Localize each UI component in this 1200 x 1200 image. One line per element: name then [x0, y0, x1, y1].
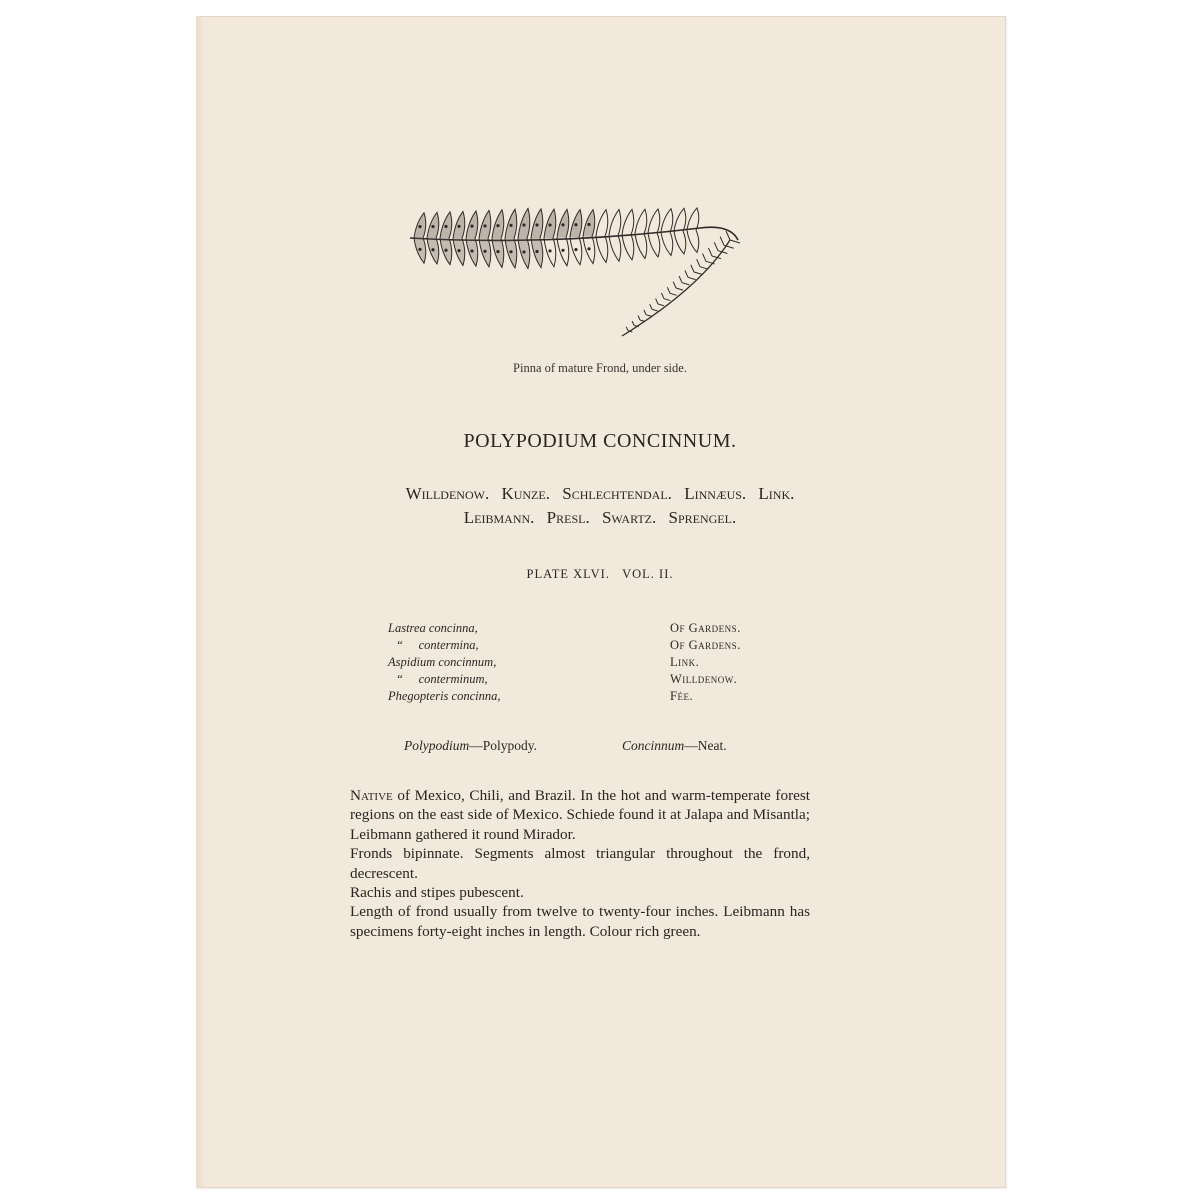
synonym-authority: Willdenow.: [670, 672, 738, 686]
paragraph-native: [350, 786, 810, 844]
genus-etymology: [404, 738, 537, 754]
species-etymology: [622, 738, 727, 754]
description-text: [350, 786, 810, 941]
authority: Kunze.: [501, 484, 550, 503]
synonym-authority: Link.: [670, 655, 700, 669]
synonym-name: “ contermina,: [396, 638, 479, 652]
synonyms-list: [388, 620, 788, 705]
page-title: POLYPODIUM CONCINNUM.: [463, 430, 737, 452]
genus-meaning: —Polypody.: [469, 738, 538, 753]
paragraph-text: of Mexico, Chili, and Brazil. In the hot and warm-temperate forest regions on the east side of Mexico. Schiede found it at Jalapa and Misantla; Leibmann gathered it round Mirador.: [350, 787, 810, 843]
figure-caption: Pinna of mature Frond, under side.: [513, 361, 687, 375]
authority: Sprengel.: [668, 508, 737, 527]
authorities-list: [0, 482, 1200, 530]
synonym-authority: Fée.: [670, 689, 694, 703]
paragraph-fronds: Fronds bipinnate. Segments almost triangular throughout the frond, decrescent.: [350, 845, 810, 882]
authority: Presl.: [546, 508, 590, 527]
synonym-authority: Of Gardens.: [670, 638, 741, 652]
synonym-name: Aspidium concinnum,: [388, 655, 497, 669]
paragraph-length: Length of frond usually from twelve to twenty-four inches. Leibmann has specimens forty-eight inches in length. Colour rich green.: [350, 903, 810, 940]
synonym-row: [388, 637, 788, 654]
authority: Schlechtendal.: [562, 484, 672, 503]
synonym-row: [388, 671, 788, 688]
paragraph-lead: Native: [350, 787, 393, 804]
paragraph-rachis: Rachis and stipes pubescent.: [350, 884, 524, 902]
authority: Willdenow.: [405, 484, 490, 503]
plate-reference: PLATE XLVI. VOL. II.: [526, 567, 674, 581]
synonym-row: [388, 654, 788, 671]
authorities-line-2: [0, 506, 1200, 530]
synonym-name: Phegopteris concinna,: [388, 689, 501, 703]
authority: Swartz.: [601, 508, 657, 527]
authority: Leibmann.: [463, 508, 535, 527]
synonym-authority: Of Gardens.: [670, 621, 741, 635]
species-meaning: —Neat.: [684, 738, 727, 753]
authority: Linnæus.: [684, 484, 747, 503]
genus-term: Polypodium: [404, 738, 470, 753]
authorities-line-1: [0, 482, 1200, 506]
synonym-name: Lastrea concinna,: [388, 621, 478, 635]
species-term: Concinnum: [622, 738, 685, 753]
fern-pinna-illustration: [400, 188, 750, 348]
authority: Link.: [758, 484, 795, 503]
synonym-name: “ conterminum,: [396, 672, 488, 686]
synonym-row: [388, 688, 788, 705]
synonym-row: [388, 620, 788, 637]
